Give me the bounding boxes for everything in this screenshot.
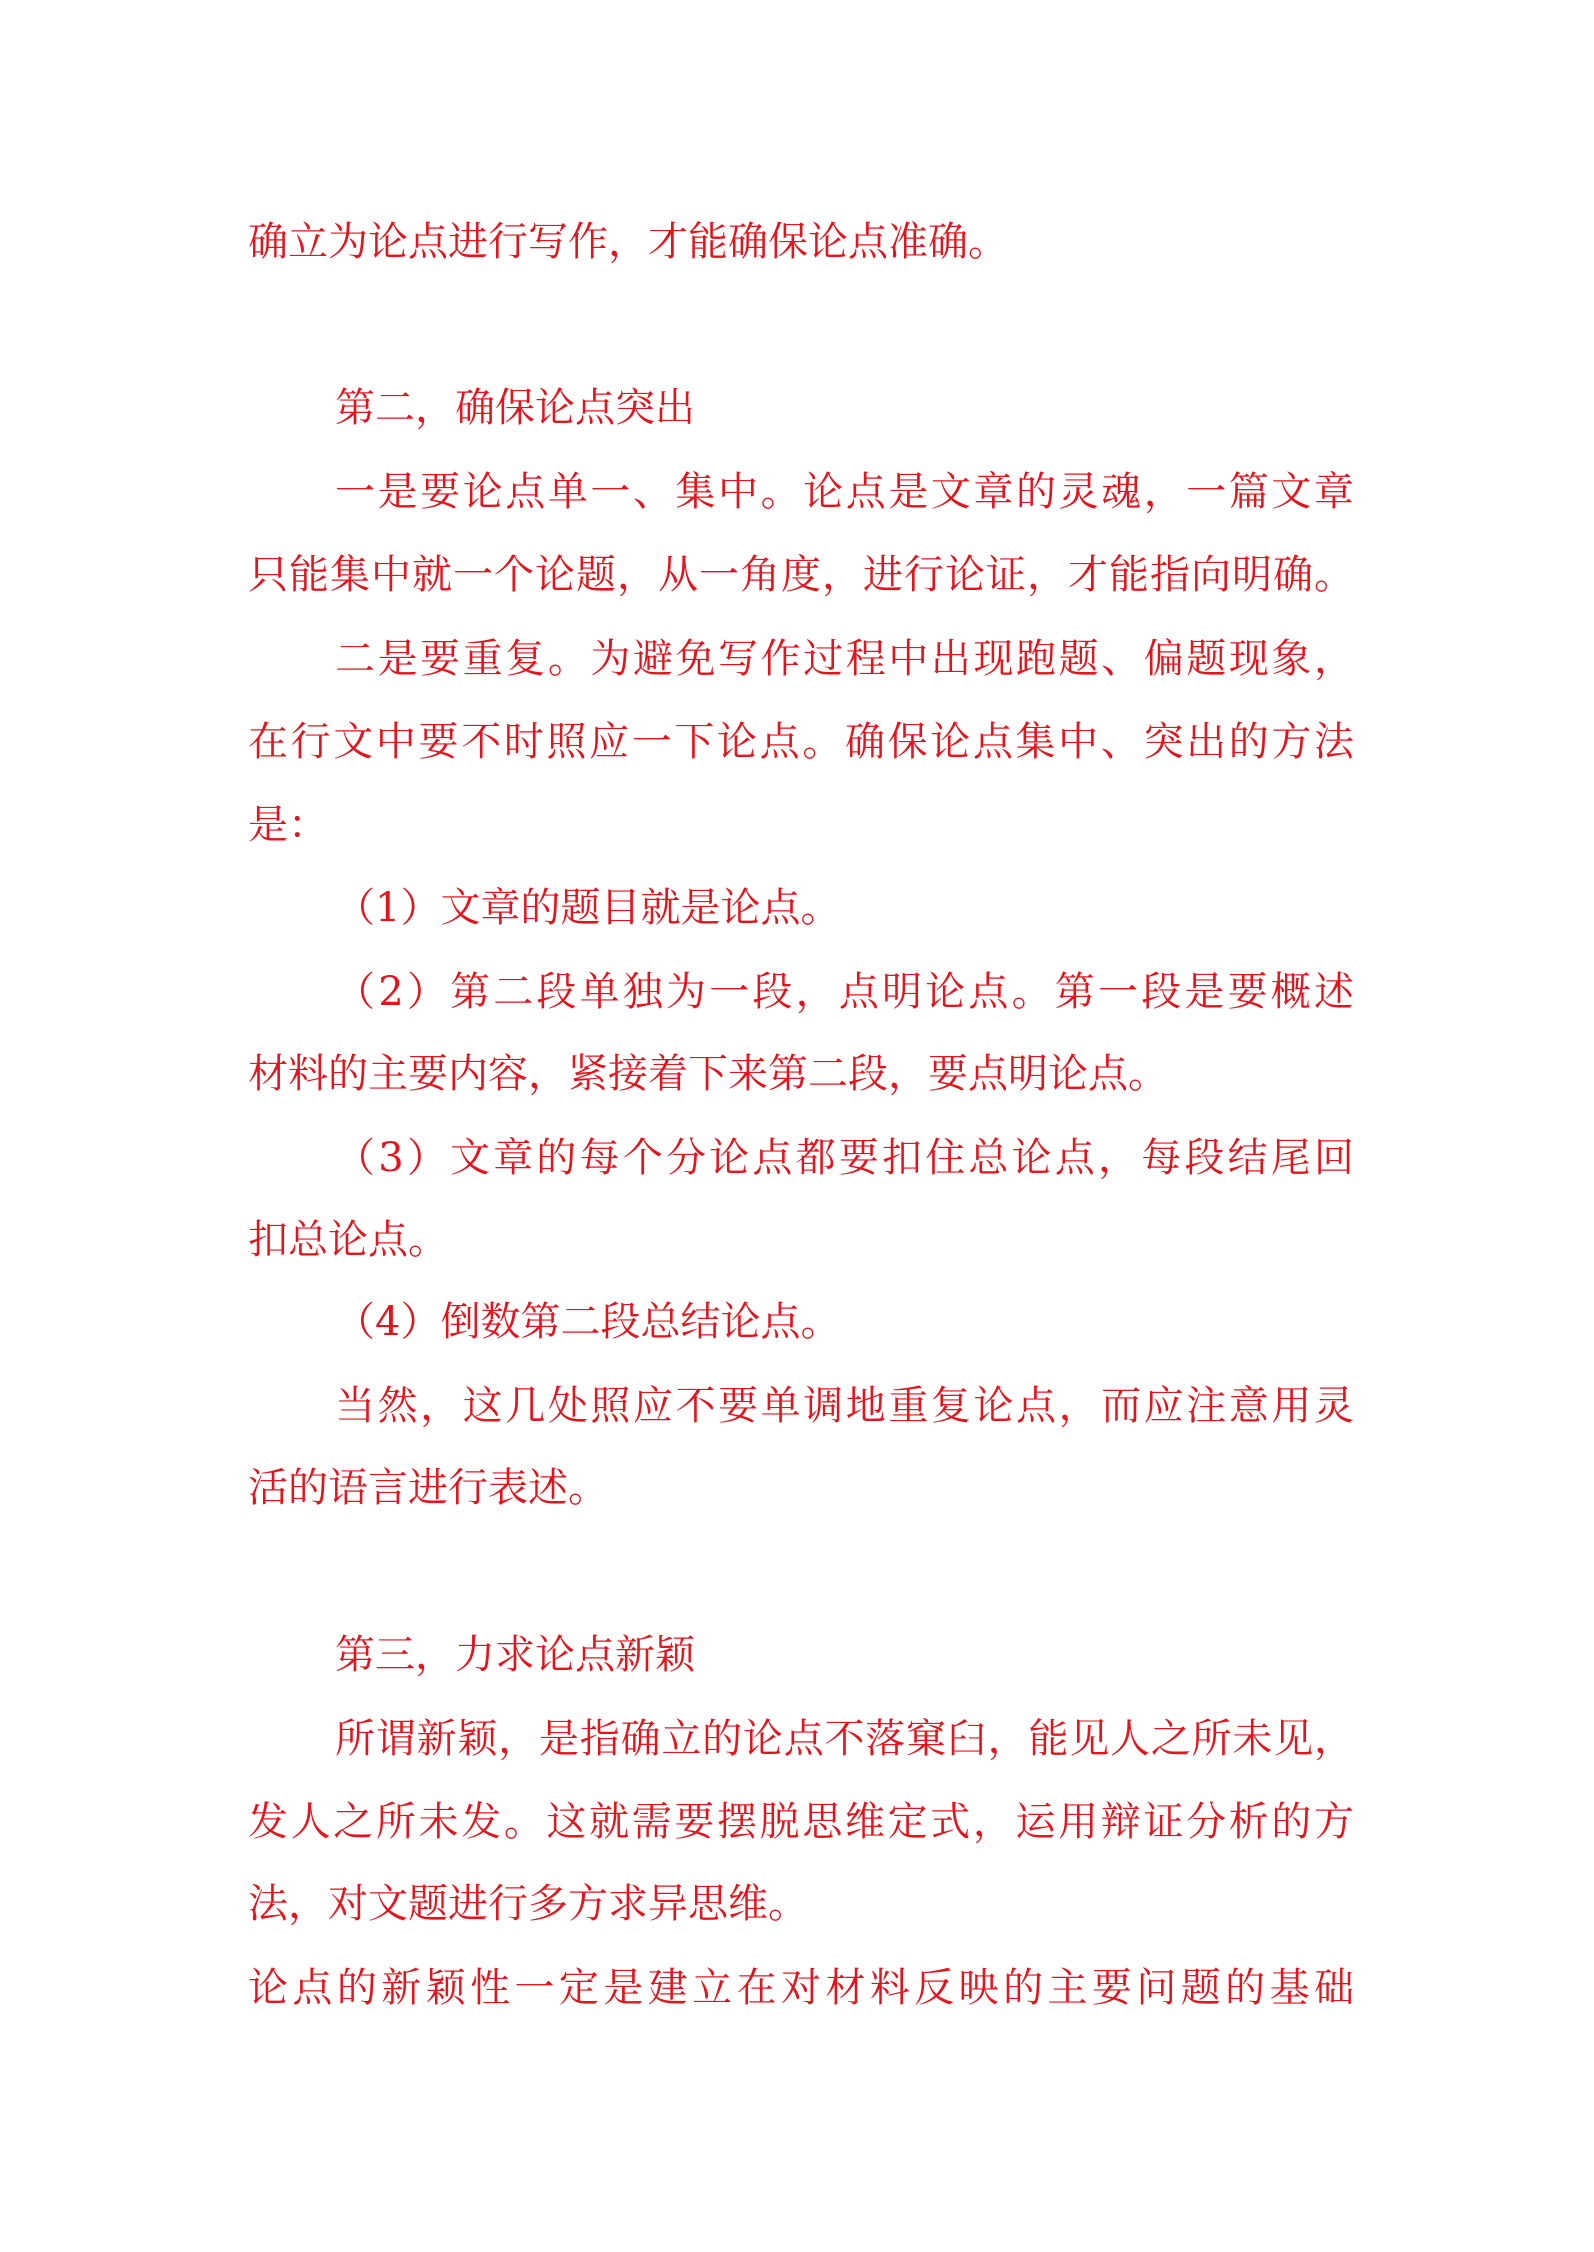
paragraph-line: 一是要论点单一、集中。论点是文章的灵魂，一篇文章 — [335, 469, 1354, 515]
paragraph-line: 只能集中就一个论题，从一角度，进行论证，才能指向明确。 — [248, 552, 1354, 598]
paragraph-line: 论点的新颖性一定是建立在对材料反映的主要问题的基础 — [248, 1965, 1354, 2011]
list-item-line: （1）文章的题目就是论点。 — [335, 885, 841, 931]
list-item-line: （2）第二段单独为一段，点明论点。第一段是要概述 — [335, 969, 1354, 1015]
section-heading: 第三，力求论点新颖 — [335, 1632, 695, 1678]
paragraph-line: 是： — [248, 802, 328, 848]
paragraph-line: 法，对文题进行多方求异思维。 — [248, 1881, 808, 1927]
paragraph-line: 确立为论点进行写作，才能确保论点准确。 — [248, 219, 1008, 265]
list-item-line: （4）倒数第二段总结论点。 — [335, 1299, 841, 1345]
paragraph-line: 二是要重复。为避免写作过程中出现跑题、偏题现象， — [335, 636, 1354, 682]
paragraph-line: 在行文中要不时照应一下论点。确保论点集中、突出的方法 — [248, 719, 1354, 765]
paragraph-line: 发人之所未发。这就需要摆脱思维定式，运用辩证分析的方 — [248, 1799, 1354, 1845]
paragraph-line: 当然，这几处照应不要单调地重复论点，而应注意用灵 — [335, 1383, 1354, 1429]
list-item-line: （3）文章的每个分论点都要扣住总论点，每段结尾回 — [335, 1135, 1354, 1181]
list-item-line: 材料的主要内容，紧接着下来第二段，要点明论点。 — [248, 1051, 1168, 1097]
section-heading: 第二，确保论点突出 — [335, 385, 695, 431]
list-item-line: 扣总论点。 — [248, 1217, 448, 1263]
paragraph-line: 活的语言进行表述。 — [248, 1465, 608, 1511]
paragraph-line: 所谓新颖，是指确立的论点不落窠臼，能见人之所未见， — [335, 1716, 1354, 1762]
